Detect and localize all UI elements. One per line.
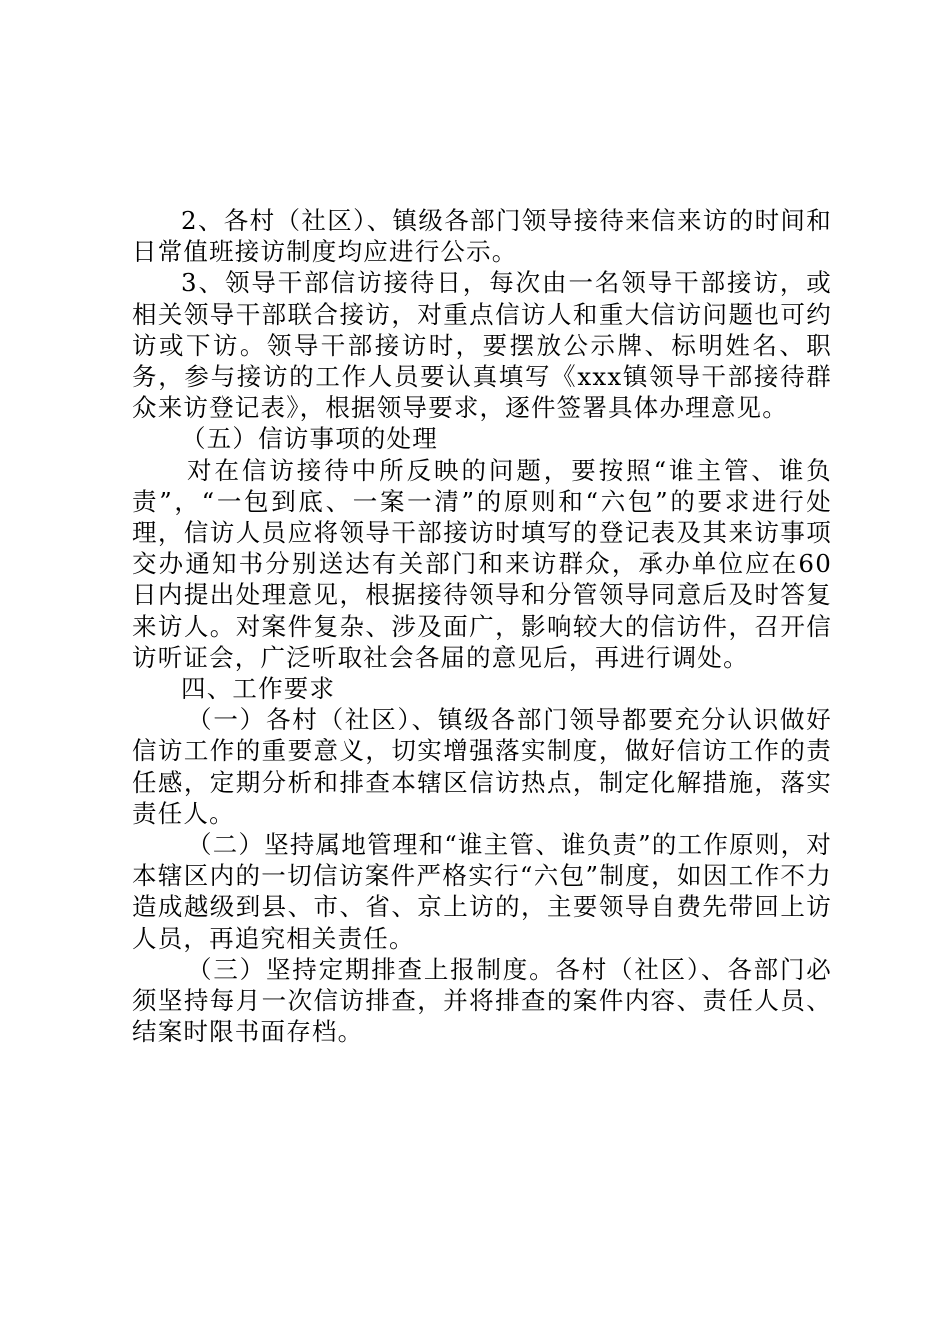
paragraph-requirement-2: （二）坚持属地管理和“谁主管、谁负责”的工作原则，对本辖区内的一切信访案件严格实行“六包”制度，如因工作不力造成越级到县、市、省、京上访的，主要领导自费先带回上访人员，再追究相关责任。 (132, 830, 832, 953)
paragraph-publicity: 2、各村（社区）、镇级各部门领导接待来信来访的时间和日常值班接访制度均应进行公示。 (132, 206, 832, 267)
paragraph-requirement-1: （一）各村（社区）、镇级各部门领导都要充分认识做好信访工作的重要意义，切实增强落实制度，做好信访工作的责任感，定期分析和排查本辖区信访热点，制定化解措施，落实责任人。 (132, 705, 832, 828)
section-heading-handling: （五）信访事项的处理 (181, 424, 438, 454)
paragraph-requirement-3: （三）坚持定期排查上报制度。各村（社区）、各部门必须坚持每月一次信访排查，并将排查的案件内容、责任人员、结案时限书面存档。 (132, 954, 832, 1047)
paragraph-handling: 对在信访接待中所反映的问题，要按照“谁主管、谁负责”，“一包到底、一案一清”的原则和“六包”的要求进行处理，信访人员应将领导干部接访时填写的登记表及其来访事项交办通知书分别送达有关部门和来访群众，承办单位应在60日内提出处理意见，根据接待领导和分管领导同意后及时答复来访人。对案件复杂、涉及面广，影响较大的信访件，召开信访听证会，广泛听取社会各届的意见后，再进行调处。 (132, 455, 832, 672)
paragraph-reception-day: 3、领导干部信访接待日，每次由一名领导干部接访，或相关领导干部联合接访，对重点信访人和重大信访问题也可约访或下访。领导干部接访时，要摆放公示牌、标明姓名、职务，参与接访的工作人员要认真填写《xxx镇领导干部接待群众来访登记表》，根据领导要求，逐件签署具体办理意见。 (132, 268, 832, 423)
section-heading-requirements: 四、工作要求 (181, 674, 336, 704)
document-body (132, 205, 832, 1047)
